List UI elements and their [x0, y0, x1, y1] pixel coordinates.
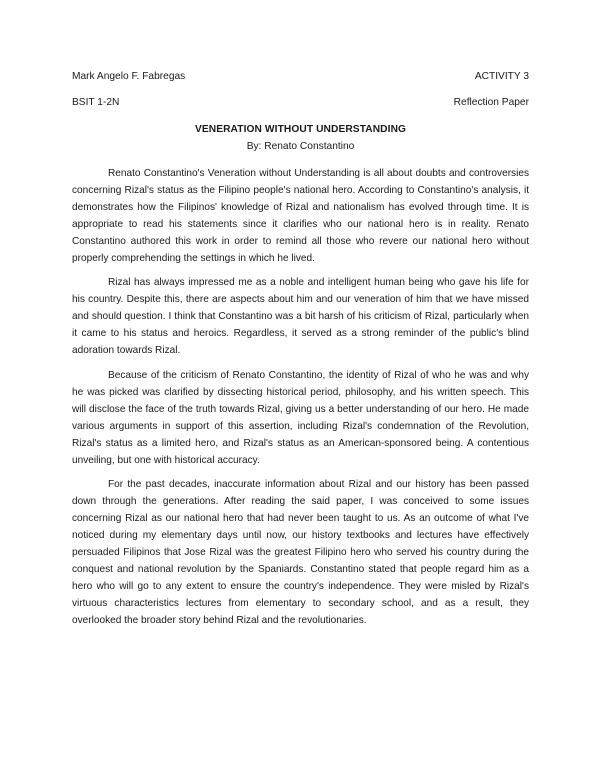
- paragraph-3: Because of the criticism of Renato Constantino, the identity of Rizal of who he was and why he was picked was clarified by dissecting historical period, philosophy, and his written speech. This will disclose the face of the truth towards Rizal, giving us a better understanding of our hero. He made various arguments in support of this assertion, including Rizal's condemnation of the Revolution, Rizal's status as a limited hero, and Rizal's status as an American-sponsored being. A contentious unveiling, but one with historical accuracy.: [72, 369, 529, 466]
- paragraph-2: Rizal has always impressed me as a noble and intelligent human being who gave his life for his country. Despite this, there are aspects about him and our veneration of him that we have missed and should question. I think that Constantino was a bit harsh of his criticism of Rizal, particularly when it came to his status and heroics. Regardless, it served as a strong reminder of the public's blind adoration towards Rizal.: [72, 277, 529, 357]
- document-body: [72, 166, 529, 638]
- document-title: VENERATION WITHOUT UNDERSTANDING: [194, 124, 407, 135]
- section-label: BSIT 1-2N: [72, 97, 120, 108]
- author-name: Mark Angelo F. Fabregas: [72, 71, 186, 82]
- paragraph-4: For the past decades, inaccurate information about Rizal and our history has been passed down through the generations. After reading the said paper, I was conceived to some issues concerning Rizal as our national hero that had never been taught to us. As an outcome of what I've noticed during my elementary days until now, our history textbooks and lectures have effectively persuaded Filipinos that Jose Rizal was the greatest Filipino hero who served his country during the conquest and national revolution by the Spaniards. Constantino stated that people regard him as a hero who will go to any extent to ensure the country's independence. They were misled by Rizal's virtuous characteristics lectures from elementary to secondary school, and as a result, they overlooked the broader story behind Rizal and the revolutionaries.: [72, 479, 529, 626]
- paragraph-1: Renato Constantino's Veneration without Understanding is all about doubts and controversies concerning Rizal's status as the Filipino people's national hero. According to Constantino's analysis, it demonstrates how the Filipinos' knowledge of Rizal and nationalism has evolved through time. It is appropriate to read his statements since it clarifies who our national hero is in reality. Renato Constantino authored this work in order to remind all those who revere our national hero without properly comprehending the settings in which he lived.: [72, 168, 529, 264]
- document-byline: By: Renato Constantino: [246, 141, 355, 152]
- paper-type-label: Reflection Paper: [453, 97, 529, 108]
- activity-label: ACTIVITY 3: [474, 71, 529, 82]
